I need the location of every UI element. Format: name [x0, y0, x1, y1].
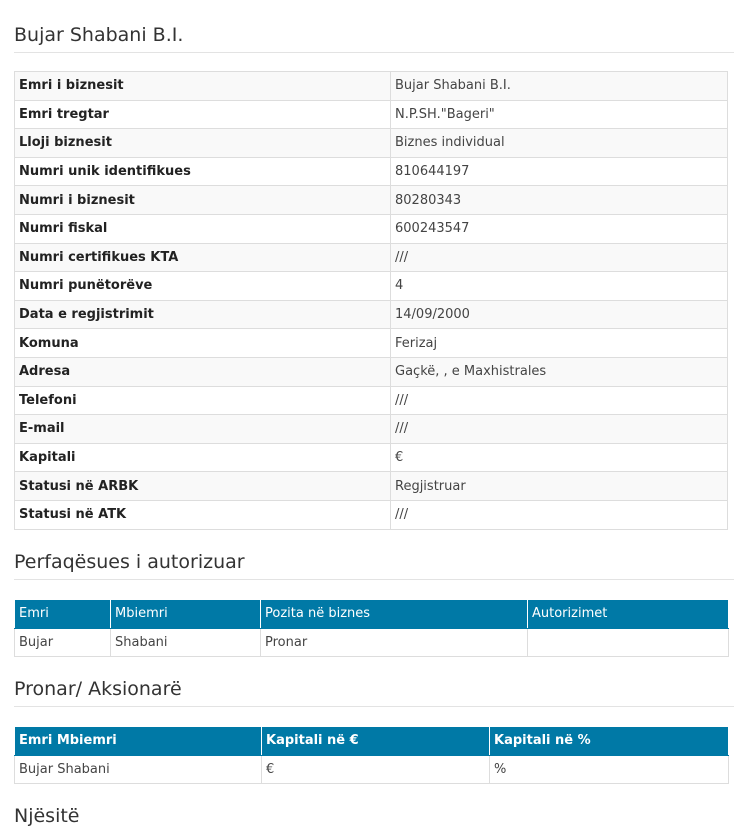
info-value: ///	[391, 500, 728, 529]
column-header-mbiemri: Mbiemri	[111, 600, 261, 629]
business-info-body	[15, 72, 728, 530]
info-value: Regjistruar	[391, 472, 728, 501]
owners-header-row	[15, 727, 729, 756]
owner-capital-pct: %	[490, 755, 729, 784]
info-label: Emri i biznesit	[15, 72, 391, 101]
info-row	[15, 100, 728, 129]
info-label: Telefoni	[15, 386, 391, 415]
info-row	[15, 214, 728, 243]
info-value: ///	[391, 386, 728, 415]
info-row	[15, 300, 728, 329]
info-value: 810644197	[391, 157, 728, 186]
rep-position: Pronar	[261, 628, 528, 657]
owner-name: Bujar Shabani	[15, 755, 262, 784]
info-label: Numri certifikues KTA	[15, 243, 391, 272]
rep-first-name: Bujar	[15, 628, 111, 657]
info-label: Statusi në ARBK	[15, 472, 391, 501]
info-label: Numri unik identifikues	[15, 157, 391, 186]
info-row	[15, 357, 728, 386]
info-value: Biznes individual	[391, 129, 728, 158]
business-info-table	[14, 71, 728, 530]
units-heading: Njësitë	[14, 805, 80, 827]
info-row	[15, 443, 728, 472]
info-value: N.P.SH."Bageri"	[391, 100, 728, 129]
column-header-capital-eur: Kapitali në €	[262, 727, 490, 756]
column-header-pozita: Pozita në biznes	[261, 600, 528, 629]
info-value: ///	[391, 415, 728, 444]
info-value: ///	[391, 243, 728, 272]
info-label: E-mail	[15, 415, 391, 444]
rep-authorizations	[528, 628, 729, 657]
info-value: 80280343	[391, 186, 728, 215]
column-header-capital-pct: Kapitali në %	[490, 727, 729, 756]
owner-capital-eur: €	[262, 755, 490, 784]
info-label: Emri tregtar	[15, 100, 391, 129]
info-label: Statusi në ATK	[15, 500, 391, 529]
representatives-heading: Perfaqësues i autorizuar	[14, 549, 734, 580]
representatives-header-row	[15, 600, 729, 629]
info-row	[15, 272, 728, 301]
table-row	[15, 755, 729, 784]
column-header-emri: Emri	[15, 600, 111, 629]
info-label: Numri i biznesit	[15, 186, 391, 215]
representatives-table	[14, 599, 729, 657]
info-value: 14/09/2000	[391, 300, 728, 329]
info-row	[15, 243, 728, 272]
info-row	[15, 72, 728, 101]
info-row	[15, 329, 728, 358]
column-header-name: Emri Mbiemri	[15, 727, 262, 756]
info-row	[15, 500, 728, 529]
owners-table	[14, 726, 729, 784]
page-title: Bujar Shabani B.I.	[14, 22, 734, 53]
rep-last-name: Shabani	[111, 628, 261, 657]
info-value: Ferizaj	[391, 329, 728, 358]
info-row	[15, 415, 728, 444]
info-label: Numri fiskal	[15, 214, 391, 243]
info-row	[15, 157, 728, 186]
info-value: Bujar Shabani B.I.	[391, 72, 728, 101]
info-value: 600243547	[391, 214, 728, 243]
info-label: Komuna	[15, 329, 391, 358]
info-row	[15, 386, 728, 415]
table-row	[15, 628, 729, 657]
info-value: €	[391, 443, 728, 472]
column-header-autorizimet: Autorizimet	[528, 600, 729, 629]
info-label: Data e regjistrimit	[15, 300, 391, 329]
info-label: Lloji biznesit	[15, 129, 391, 158]
info-label: Numri punëtorëve	[15, 272, 391, 301]
info-value: 4	[391, 272, 728, 301]
owners-heading: Pronar/ Aksionarë	[14, 676, 734, 707]
info-row	[15, 129, 728, 158]
info-row	[15, 472, 728, 501]
info-label: Adresa	[15, 357, 391, 386]
info-label: Kapitali	[15, 443, 391, 472]
info-value: Gaçkë, , e Maxhistrales	[391, 357, 728, 386]
info-row	[15, 186, 728, 215]
